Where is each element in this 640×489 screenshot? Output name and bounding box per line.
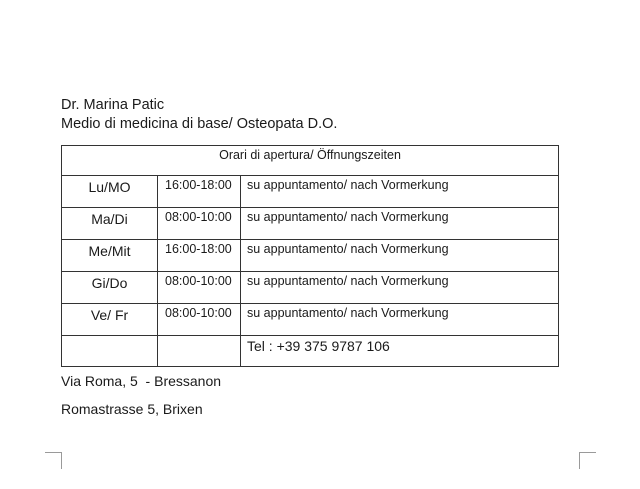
empty-cell — [62, 336, 158, 367]
table-row — [62, 240, 559, 272]
day-cell: Ve/ Fr — [62, 304, 158, 336]
empty-cell — [158, 336, 241, 367]
address-italian: Via Roma, 5 - Bressanon — [61, 373, 222, 389]
table-row — [62, 272, 559, 304]
day-cell: Ma/Di — [62, 208, 158, 240]
doctor-name: Dr. Marina Patic — [61, 97, 165, 113]
page-corner-mark-right — [579, 452, 596, 469]
day-cell: Lu/MO — [62, 176, 158, 208]
time-cell: 08:00-10:00 — [158, 272, 241, 304]
doctor-header — [61, 96, 337, 134]
table-row — [62, 176, 559, 208]
note-cell: su appuntamento/ nach Vormerkung — [241, 240, 559, 272]
phone-row — [62, 336, 559, 367]
day-cell: Me/Mit — [62, 240, 158, 272]
note-cell: su appuntamento/ nach Vormerkung — [241, 272, 559, 304]
note-cell: su appuntamento/ nach Vormerkung — [241, 176, 559, 208]
day-cell: Gi/Do — [62, 272, 158, 304]
time-cell: 08:00-10:00 — [158, 304, 241, 336]
time-cell: 16:00-18:00 — [158, 176, 241, 208]
doctor-title: Medio di medicina di base/ Osteopata D.O. — [61, 116, 338, 132]
table-caption-row — [62, 146, 559, 176]
page-corner-mark-left — [45, 452, 62, 469]
phone-number: Tel : +39 375 9787 106 — [241, 336, 559, 367]
note-cell: su appuntamento/ nach Vormerkung — [241, 304, 559, 336]
table-row — [62, 304, 559, 336]
note-cell: su appuntamento/ nach Vormerkung — [241, 208, 559, 240]
table-caption: Orari di apertura/ Öffnungszeiten — [62, 146, 559, 176]
time-cell: 16:00-18:00 — [158, 240, 241, 272]
opening-hours-table — [61, 145, 559, 367]
time-cell: 08:00-10:00 — [158, 208, 241, 240]
address-german: Romastrasse 5, Brixen — [61, 401, 203, 417]
table-row — [62, 208, 559, 240]
